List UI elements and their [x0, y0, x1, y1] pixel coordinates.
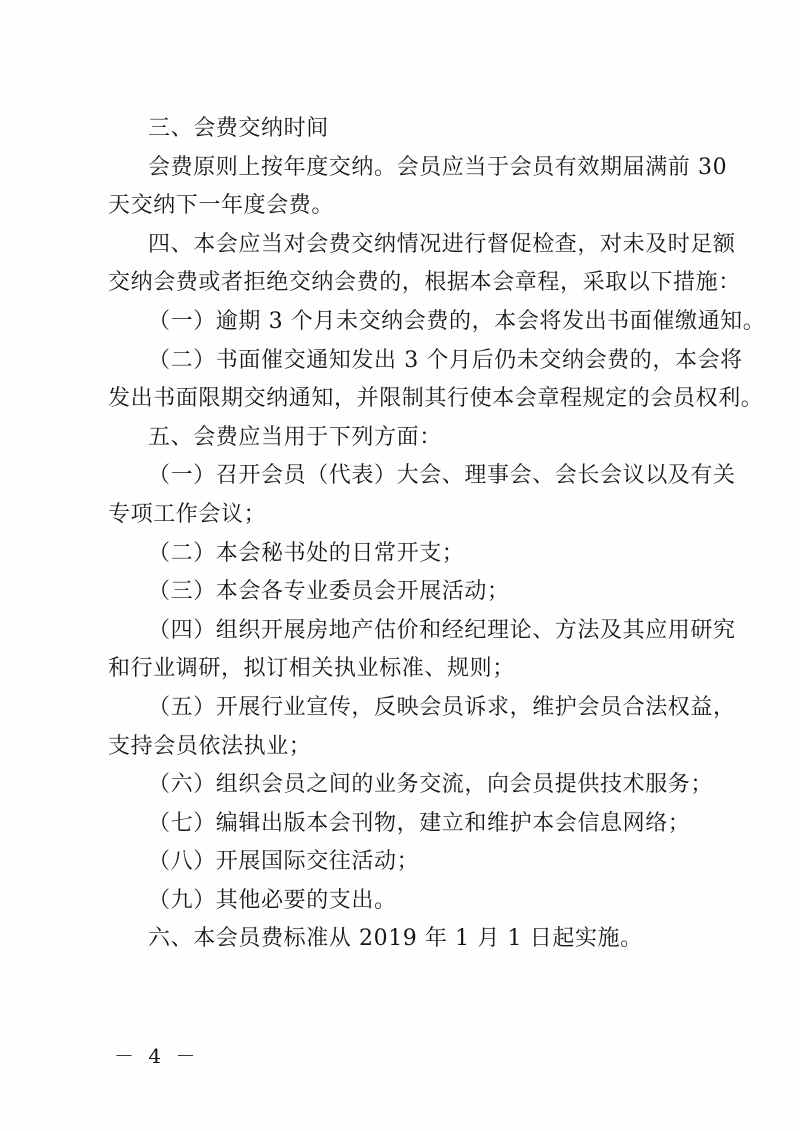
list-item: （五）开展行业宣传，反映会员诉求，维护会员合法权益，: [148, 694, 736, 720]
list-item: （九）其他必要的支出。: [148, 887, 397, 913]
section-heading-effective-date: 六、本会员费标准从 2019 年 1 月 1 日起实施。: [148, 926, 643, 952]
section-heading-fee-usage: 五、会费应当用于下列方面：: [148, 424, 442, 450]
section-heading-payment-time: 三、会费交纳时间: [148, 116, 329, 141]
list-item: （一）召开会员（代表）大会、理事会、会长会议以及有关: [148, 463, 736, 489]
list-item: （二）书面催交通知发出 3 个月后仍未交纳会费的，本会将: [148, 347, 743, 373]
paragraph-line: 交纳会费或者拒绝交纳会费的，根据本会章程，采取以下措施：: [108, 270, 741, 296]
list-item-continuation: 发出书面限期交纳通知，并限制其行使本会章程规定的会员权利。: [108, 386, 764, 412]
list-item: （四）组织开展房地产估价和经纪理论、方法及其应用研究: [148, 617, 736, 643]
paragraph-line: 会费原则上按年度交纳。会员应当于会员有效期届满前 30: [148, 154, 728, 180]
section-heading-supervision: 四、本会应当对会费交纳情况进行督促检查，对未及时足额: [148, 231, 736, 257]
paragraph-line: 天交纳下一年度会费。: [108, 193, 335, 219]
list-item: （三）本会各专业委员会开展活动；: [148, 579, 510, 605]
list-item-continuation: 支持会员依法执业；: [108, 733, 312, 759]
list-item: （二）本会秘书处的日常开支；: [148, 540, 465, 566]
list-item: （一）逾期 3 个月未交纳会费的，本会将发出书面催缴通知。: [148, 308, 766, 334]
page-number: － 4 －: [114, 1044, 200, 1068]
list-item-continuation: 专项工作会议；: [108, 501, 267, 527]
list-item: （八）开展国际交往活动；: [148, 849, 420, 875]
document-body: [108, 110, 766, 959]
list-item: （六）组织会员之间的业务交流，向会员提供技术服务；: [148, 772, 714, 798]
list-item-continuation: 和行业调研，拟订相关执业标准、规则；: [108, 656, 515, 682]
list-item: （七）编辑出版本会刊物，建立和维护本会信息网络；: [148, 810, 691, 836]
